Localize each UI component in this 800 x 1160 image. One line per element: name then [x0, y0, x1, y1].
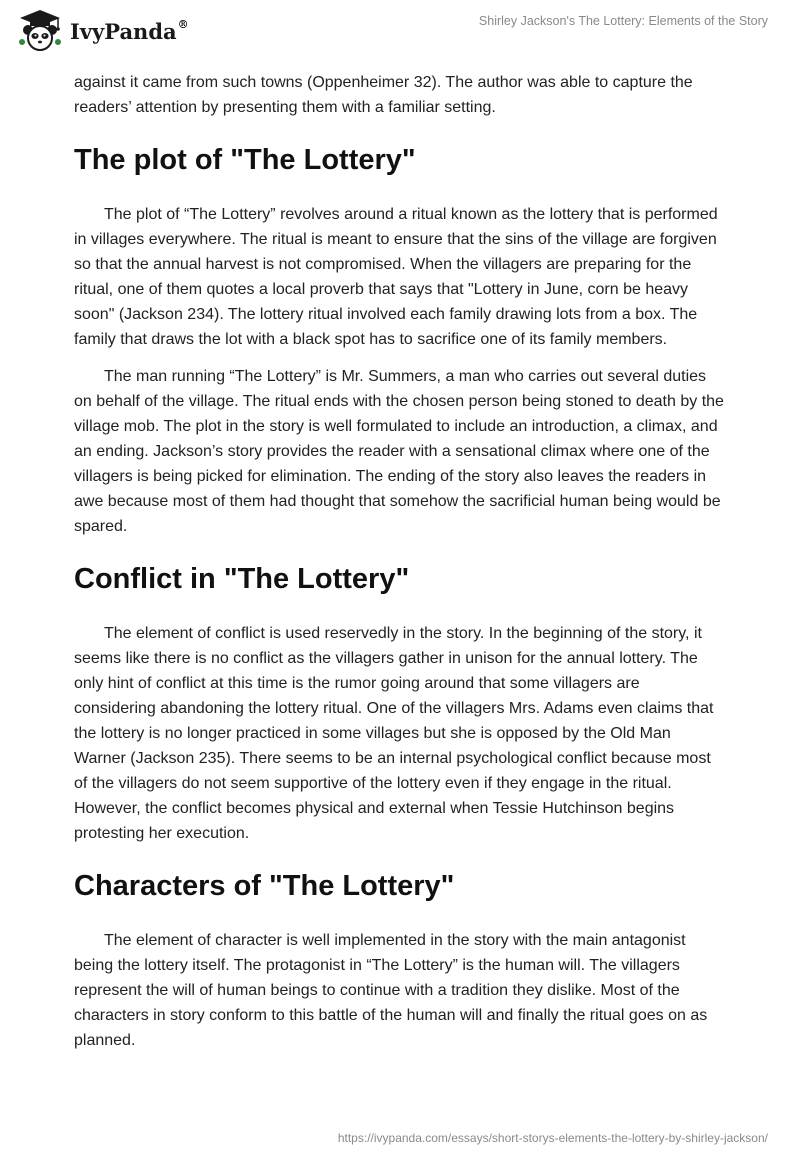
brand-logo[interactable] [16, 8, 189, 52]
brand-name: IvyPanda® [70, 17, 189, 44]
section-heading-plot: The plot of "The Lottery" [74, 144, 416, 176]
article-body [74, 70, 724, 1065]
paragraph: The element of conflict is used reservedly in the story. In the beginning of the story, it seems like there is no conflict as the villagers gather in unison for the annual lottery. The only hint of conflict at this time is the rumor going around that some villagers are considering abandoning the lottery ritual. One of the villagers Mrs. Adams even claims that the lottery is no longer practiced in some villages but she is opposed by the Old Man Warner (Jackson 235). There seems to be an internal psychological conflict because most of the villagers do not seem supportive of the lottery even if they engage in the ritual. However, the conflict becomes physical and external when Tessie Hutchinson begins protesting her execution. [74, 625, 714, 842]
section-heading-conflict: Conflict in "The Lottery" [74, 563, 410, 595]
page-header [0, 0, 800, 64]
panda-graduate-icon [16, 8, 64, 52]
document-title: Shirley Jackson's The Lottery: Elements of the Story [478, 14, 768, 28]
paragraph: The plot of “The Lottery” revolves around a ritual known as the lottery that is performed in villages everywhere. The ritual is meant to ensure that the sins of the village are forgiven so that the annual harvest is not compromised. When the villagers are preparing for the ritual, one of them quotes a local proverb that says that "Lottery in June, corn be heavy soon" (Jackson 234). The lottery ritual involved each family drawing lots from a box. The family that draws the lot with a black spot has to sacrifice one of its family members. [74, 206, 718, 348]
intro-paragraph: against it came from such towns (Oppenheimer 32). The author was able to capture the readers’ attention by presenting them with a familiar setting. [74, 74, 693, 116]
section-heading-characters: Characters of "The Lottery" [74, 870, 455, 902]
source-url[interactable]: https://ivypanda.com/essays/short-storys-elements-the-lottery-by-shirley-jackson/ [337, 1131, 768, 1145]
paragraph: The element of character is well implemented in the story with the main antagonist being the lottery itself. The protagonist in “The Lottery” is the human will. The villagers represent the will of human beings to continue with a tradition they dislike. Most of the characters in story conform to this battle of the human will and finally the ritual goes on as planned. [74, 932, 708, 1049]
paragraph: The man running “The Lottery” is Mr. Summers, a man who carries out several duties on behalf of the village. The ritual ends with the chosen person being stoned to death by the village mob. The plot in the story is well formulated to include an introduction, a climax, and an ending. Jackson’s story provides the reader with a sensational climax where one of the villagers is being picked for elimination. The ending of the story also leaves the readers in awe because most of them had thought that somehow the sacrificial human being would be spared. [74, 368, 724, 535]
